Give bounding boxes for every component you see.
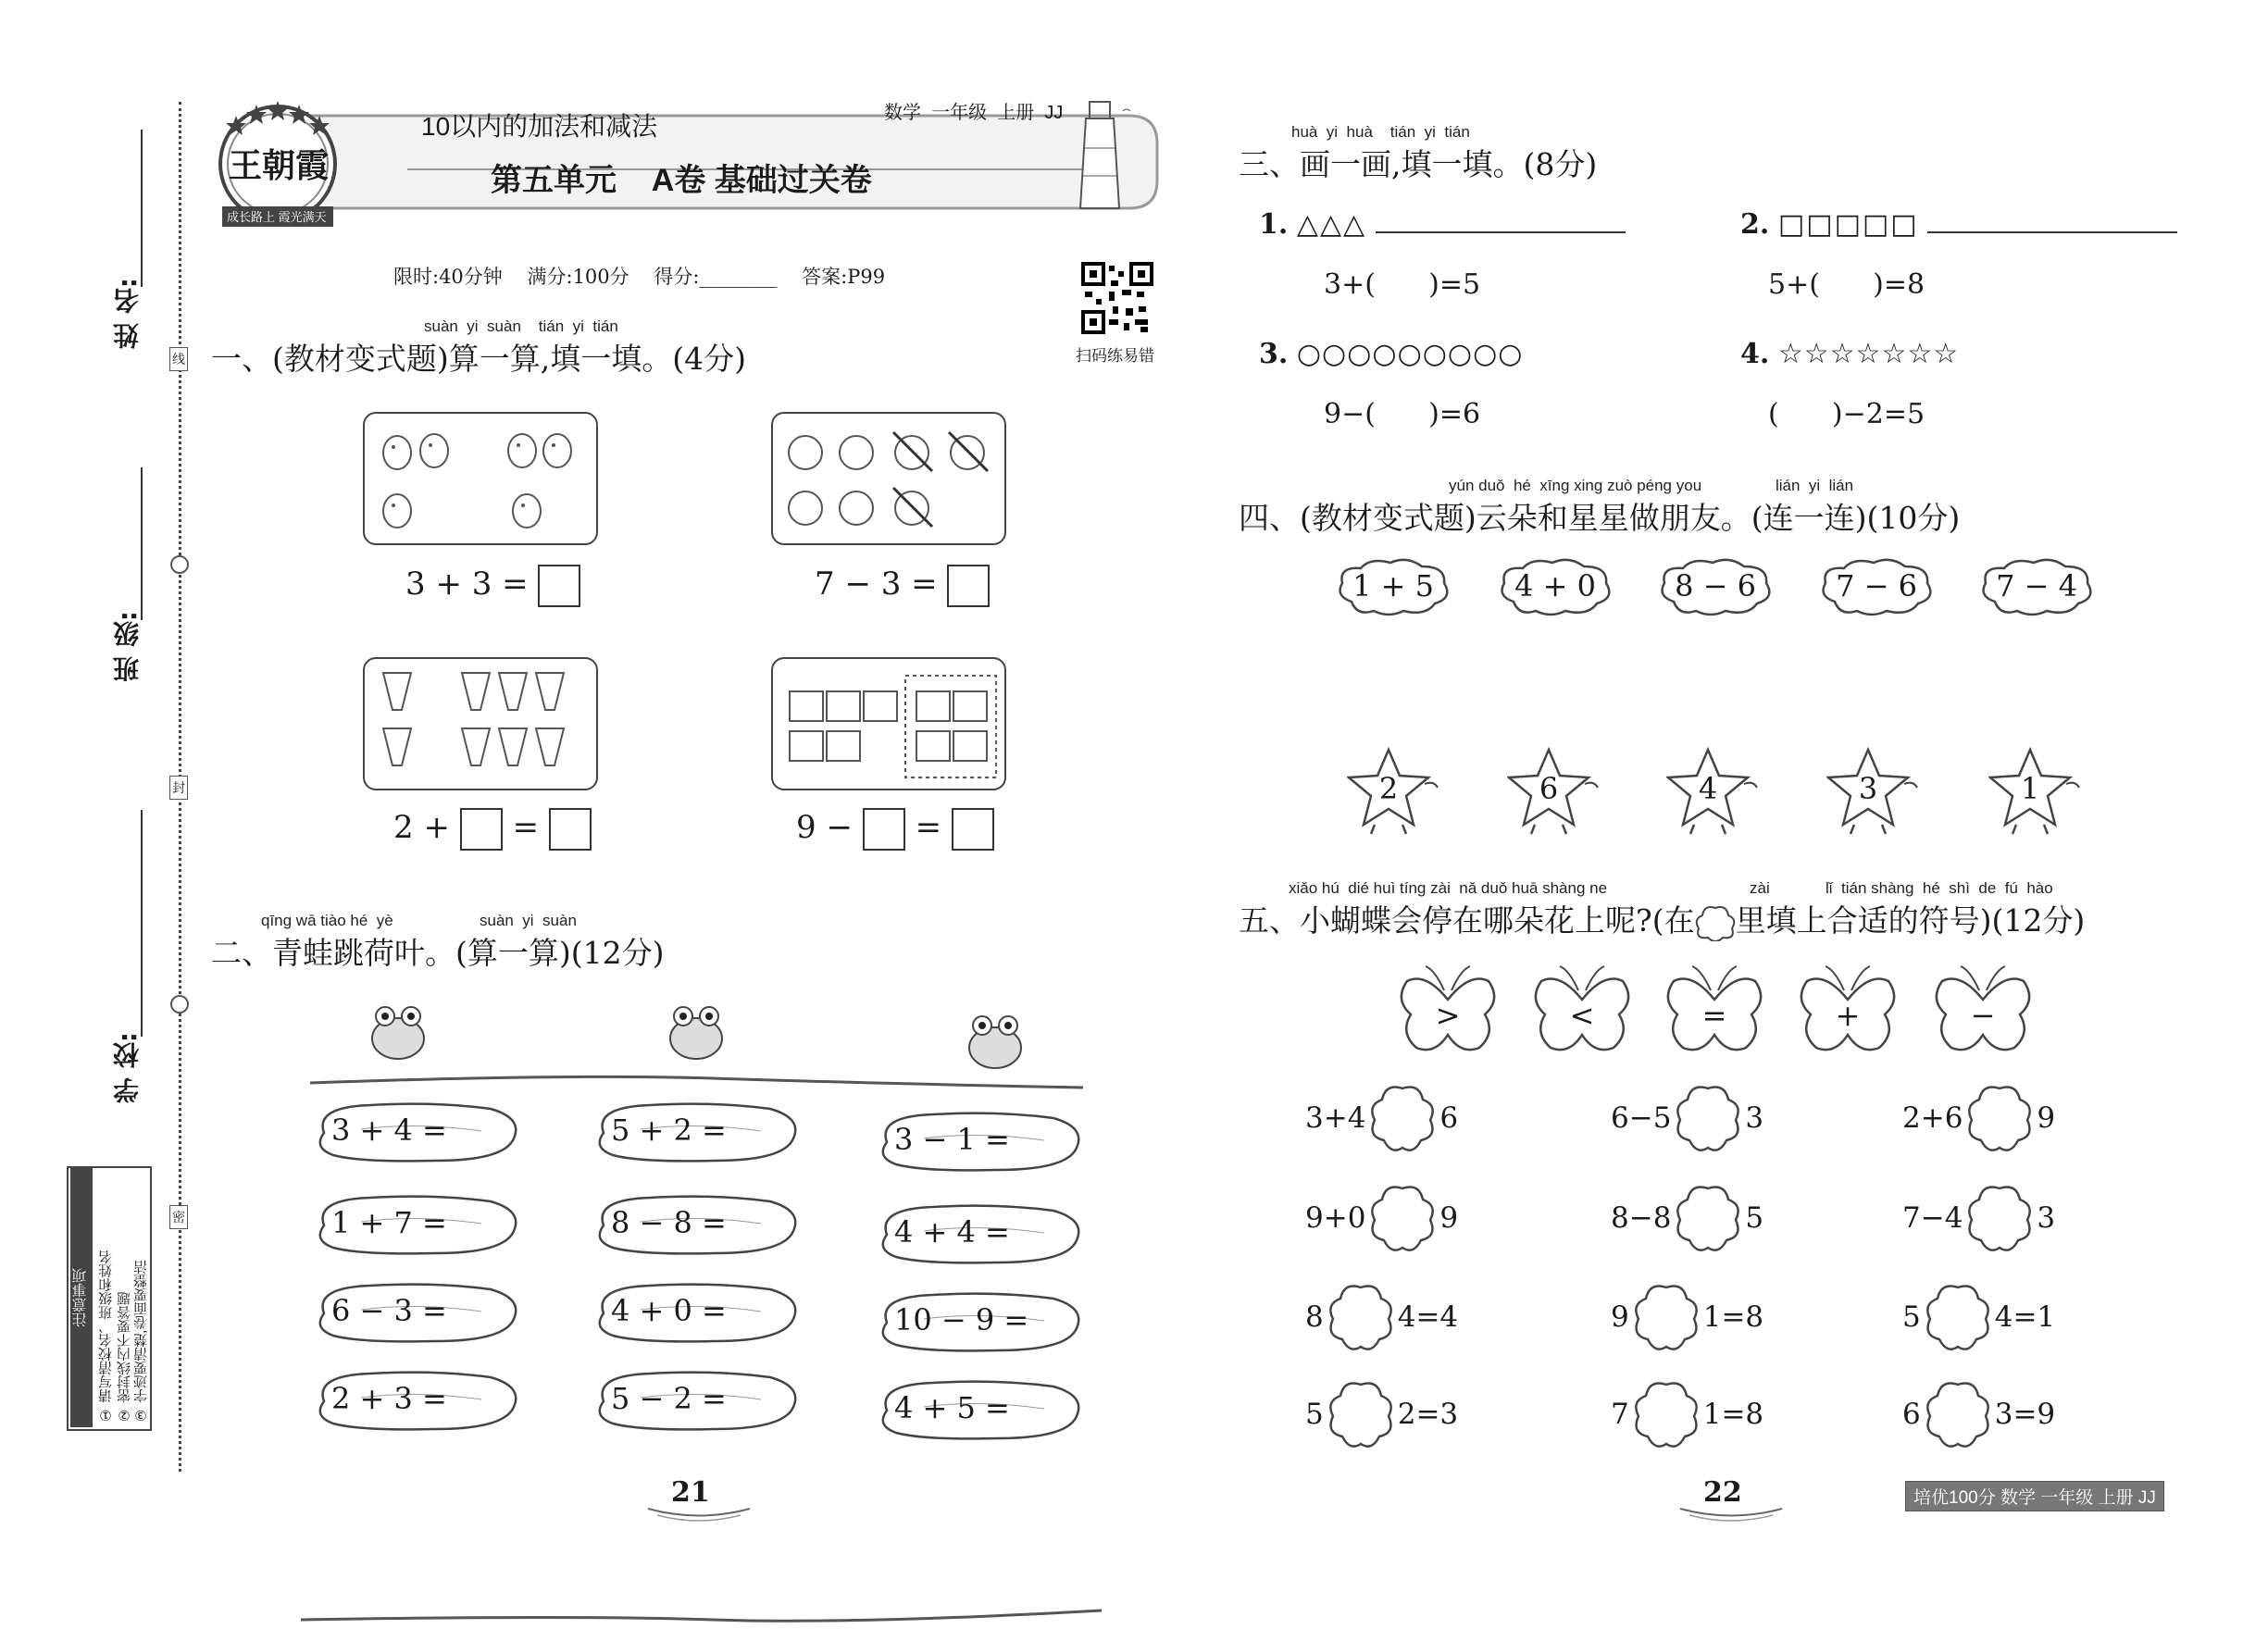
- draw-item-1: [1259, 208, 1626, 241]
- fill-eq-2: 5+( )=8: [1768, 268, 1925, 301]
- section5-pinyin-2: zài: [1750, 879, 1770, 897]
- star[interactable]: [1507, 745, 1600, 838]
- lily-pad-equation: 10 − 9 =: [894, 1302, 1029, 1337]
- symbol-flower-slot[interactable]: [1923, 1282, 1993, 1352]
- comparison-item: [1305, 1083, 1458, 1153]
- page-number-right: 22: [1703, 1476, 1742, 1509]
- seal-mark-1: 线: [169, 347, 188, 371]
- flower-icon: [1631, 1379, 1701, 1449]
- section4-title: 四、(教材变式题)云朵和星星做朋友。(连一连)(10分): [1239, 500, 1961, 536]
- flower-icon: [1326, 1282, 1396, 1352]
- equation-4: [796, 808, 994, 851]
- butterfly-symbol: >: [1435, 998, 1461, 1033]
- section3-pinyin: huà yi huà tián yi tián: [1291, 123, 1470, 141]
- equals-sign: =: [512, 809, 540, 846]
- comparison-left: 5: [1305, 1398, 1324, 1431]
- shape-row: △△△: [1296, 208, 1367, 241]
- binding-strip: [0, 0, 185, 1573]
- comparison-left: 8−8: [1611, 1201, 1672, 1235]
- cloud[interactable]: [1976, 555, 2097, 620]
- section2-title: 二、青蛙跳荷叶。(算一算)(12分): [211, 935, 665, 971]
- note-3: ③ 字迹要清楚,卷面要整洁: [133, 1260, 149, 1424]
- star-label: 4: [1698, 771, 1718, 806]
- cloud-label: 8 − 6: [1675, 568, 1756, 603]
- lily-pad-equation: 5 + 2 =: [611, 1113, 727, 1148]
- comparison-item: [1305, 1183, 1458, 1253]
- item-number: 2.: [1740, 208, 1770, 241]
- lily-pad-equation: 5 − 2 =: [611, 1381, 727, 1416]
- comparison-right: 3=9: [1994, 1398, 2056, 1431]
- butterfly-symbol: +: [1835, 998, 1861, 1033]
- section2-pinyin-2: suàn yi suàn: [480, 912, 577, 929]
- comparison-item: [1611, 1379, 1763, 1449]
- footer-tag: 培优100分 数学 一年级 上册 JJ: [1905, 1481, 2164, 1511]
- fill-eq-3: 9−( )=6: [1324, 398, 1481, 430]
- left-page: [185, 0, 1166, 1573]
- comparison-right: 9: [1439, 1201, 1459, 1235]
- section1-title: 一、(教材变式题)算一算,填一填。(4分): [211, 341, 746, 377]
- comparison-left: 5: [1902, 1300, 1921, 1334]
- comparison-item: [1902, 1083, 2055, 1153]
- lighthouse-icon: [1069, 93, 1134, 213]
- flower-icon: [1923, 1282, 1993, 1352]
- draw-item-3: [1259, 338, 1523, 370]
- chick-group-icon: [365, 414, 596, 543]
- lily-pad-equation: 3 − 1 =: [894, 1122, 1010, 1157]
- equation-1: [405, 565, 580, 607]
- star[interactable]: [1666, 745, 1759, 838]
- symbol-flower-slot[interactable]: [1326, 1282, 1396, 1352]
- item-number: 1.: [1259, 208, 1289, 241]
- symbol-flower-slot[interactable]: [1631, 1282, 1701, 1352]
- comparison-item: [1902, 1282, 2055, 1352]
- star-label: 1: [2020, 771, 2040, 806]
- lily-pad: [585, 1194, 803, 1257]
- cloud-label: 7 − 6: [1836, 568, 1917, 603]
- lily-pad: [305, 1101, 523, 1164]
- item-number: 3.: [1259, 338, 1289, 370]
- lily-pad: [585, 1370, 803, 1433]
- comparison-right: 4=4: [1397, 1300, 1459, 1334]
- flower-icon: [1923, 1379, 1993, 1449]
- picture-cubes: [771, 657, 1006, 790]
- section5-pinyin-1: xiǎo hú dié huì tíng zài nǎ duǒ huā shàng ne: [1289, 879, 1608, 897]
- section5-title: [1239, 897, 2085, 941]
- shape-row: ○○○○○○○○○: [1296, 338, 1524, 370]
- flower-icon: [1367, 1183, 1438, 1253]
- draw-line[interactable]: [1376, 231, 1626, 233]
- comparison-item: [1902, 1379, 2055, 1449]
- butterfly-symbol: <: [1569, 998, 1595, 1033]
- flower-icon: [1631, 1282, 1701, 1352]
- peach-group-icon: [773, 414, 1004, 543]
- symbol-flower-slot[interactable]: [1964, 1183, 2035, 1253]
- answer-box[interactable]: [952, 808, 994, 851]
- star-label: 3: [1858, 771, 1878, 806]
- comparison-item: [1611, 1282, 1763, 1352]
- flower-icon: [1673, 1183, 1743, 1253]
- answer-box[interactable]: [863, 808, 905, 851]
- draw-item-4: [1740, 338, 1959, 370]
- star[interactable]: [1347, 745, 1439, 838]
- equation-text: 2 +: [393, 809, 450, 846]
- qr-code: [1081, 262, 1153, 334]
- lily-pad: [305, 1282, 523, 1345]
- symbol-flower-slot[interactable]: [1326, 1379, 1396, 1449]
- flower-icon: [1964, 1183, 2035, 1253]
- lily-pad: [868, 1291, 1086, 1354]
- lily-pad-equation: 4 + 4 =: [894, 1214, 1010, 1250]
- brand-name: 王朝霞: [229, 146, 330, 185]
- section1-pinyin: suàn yi suàn tián yi tián: [424, 317, 618, 335]
- section5-pinyin-3: lǐ tián shàng hé shì de fú hào: [1826, 879, 2053, 897]
- fill-eq-4: ( )−2=5: [1768, 398, 1925, 430]
- school-line: [141, 810, 143, 1037]
- symbol-flower-slot[interactable]: [1367, 1083, 1438, 1153]
- star[interactable]: [1826, 745, 1919, 838]
- comparison-item: [1902, 1183, 2055, 1253]
- butterfly[interactable]: [1933, 963, 2033, 1055]
- lily-pad-equation: 3 + 4 =: [331, 1113, 447, 1148]
- butterfly[interactable]: [1398, 963, 1498, 1055]
- lily-pad: [868, 1203, 1086, 1266]
- comparison-right: 9: [2037, 1101, 2056, 1135]
- shape-row: □□□□□: [1777, 208, 1919, 241]
- lily-pad-equation: 1 + 7 =: [331, 1205, 447, 1240]
- symbol-flower-slot[interactable]: [1923, 1379, 1993, 1449]
- shuttlecock-group-icon: [365, 659, 596, 789]
- comparison-item: [1611, 1083, 1763, 1153]
- lily-pad-equation: 2 + 3 =: [331, 1381, 447, 1416]
- cloud[interactable]: [1655, 555, 1776, 620]
- butterfly[interactable]: [1798, 963, 1898, 1055]
- comparison-left: 7−4: [1902, 1201, 1963, 1235]
- comparison-right: 1=8: [1702, 1398, 1764, 1431]
- comparison-item: [1305, 1282, 1458, 1352]
- exam-meta: 限时:40分钟 满分:100分 得分:________ 答案:P99: [393, 266, 886, 288]
- comparison-left: 8: [1305, 1300, 1324, 1334]
- flower-icon: [1964, 1083, 2035, 1153]
- qr-caption: 扫码练易错: [1076, 347, 1154, 365]
- subject-tag: 数学 一年级 上册 JJ: [884, 103, 1064, 123]
- item-number: 4.: [1740, 338, 1770, 370]
- comparison-right: 1=8: [1702, 1300, 1764, 1334]
- lily-pad-equation: 8 − 8 =: [611, 1205, 727, 1240]
- comparison-left: 9+0: [1305, 1201, 1366, 1235]
- draw-item-2: [1740, 208, 2177, 241]
- flower-icon: [1326, 1379, 1396, 1449]
- comparison-right: 3: [2037, 1201, 2056, 1235]
- equation-2: [815, 565, 990, 607]
- equation-text: 3 + 3 =: [405, 566, 529, 603]
- section5-title-end: 里填上合适的符号)(12分): [1735, 902, 2086, 939]
- picture-chicks: [363, 412, 598, 545]
- lily-pad-equation: 6 − 3 =: [331, 1293, 447, 1328]
- answer-box[interactable]: [460, 808, 503, 851]
- page-ornament-icon: [643, 1504, 754, 1523]
- seal-mark-3: 密: [169, 1205, 188, 1229]
- frog-icon: [361, 1000, 435, 1064]
- equals-sign: =: [915, 809, 942, 846]
- butterfly[interactable]: [1532, 963, 1632, 1055]
- name-label: 姓 名:: [112, 278, 143, 349]
- cloud[interactable]: [1816, 555, 1937, 620]
- equation-text: 7 − 3 =: [815, 566, 938, 603]
- comparison-right: 4=1: [1994, 1300, 2056, 1334]
- draw-line[interactable]: [1927, 231, 2177, 233]
- flower-icon: [1695, 904, 1736, 941]
- cloud-label: 1 + 5: [1352, 568, 1434, 603]
- star-label: 6: [1539, 771, 1559, 806]
- comparison-left: 2+6: [1902, 1101, 1963, 1135]
- shape-row: ☆☆☆☆☆☆☆: [1777, 338, 1960, 370]
- unit-subtitle: 10以内的加法和减法: [421, 112, 658, 141]
- brand-slogan: 成长路上 霞光满天: [227, 210, 327, 224]
- comparison-left: 6−5: [1611, 1101, 1672, 1135]
- butterfly[interactable]: [1664, 963, 1764, 1055]
- cloud[interactable]: [1333, 555, 1453, 620]
- brand-logo: [208, 97, 347, 236]
- symbol-flower-slot[interactable]: [1673, 1083, 1743, 1153]
- symbol-flower-slot[interactable]: [1964, 1083, 2035, 1153]
- butterfly-symbol: =: [1701, 998, 1727, 1033]
- section2-pinyin-1: qīng wā tiào hé yè: [261, 912, 393, 929]
- header-banner: [204, 88, 1166, 236]
- cloud[interactable]: [1495, 555, 1615, 620]
- fill-eq-1: 3+( )=5: [1324, 268, 1481, 301]
- qr-code-icon: [1081, 262, 1153, 334]
- cube-group-icon: [773, 659, 1004, 789]
- comparison-item: [1305, 1379, 1458, 1449]
- answer-box[interactable]: [947, 565, 990, 607]
- page-title: 第五单元 A卷 基础过关卷: [491, 163, 872, 198]
- symbol-flower-slot[interactable]: [1367, 1183, 1438, 1253]
- star-label: 2: [1378, 771, 1399, 806]
- equation-3: [393, 808, 592, 851]
- flower-icon: [1673, 1083, 1743, 1153]
- page-number-left: 21: [671, 1476, 710, 1509]
- comparison-right: 5: [1745, 1201, 1764, 1235]
- lily-pad: [585, 1282, 803, 1345]
- lily-pad-equation: 4 + 0 =: [611, 1293, 727, 1328]
- lily-pad: [585, 1101, 803, 1164]
- section3-title: 三、画一画,填一填。(8分): [1239, 146, 1598, 182]
- cloud-label: 7 − 4: [1996, 568, 2077, 603]
- seal-mark-2: 封: [169, 776, 188, 800]
- lily-pad: [305, 1194, 523, 1257]
- star[interactable]: [1988, 745, 2081, 838]
- picture-peaches: [771, 412, 1006, 545]
- section4-pinyin-2: lián yi lián: [1776, 477, 1854, 494]
- page-ornament-icon: [1676, 1504, 1787, 1523]
- frog-icon: [958, 1009, 1032, 1074]
- note-2: ② 密封线内不要答题: [117, 1291, 132, 1424]
- butterfly-symbol: −: [1970, 998, 1996, 1033]
- frog-icon: [659, 1000, 733, 1064]
- lily-pad: [868, 1111, 1086, 1174]
- lily-pad: [305, 1370, 523, 1433]
- equation-text: 9 −: [796, 809, 853, 846]
- notes-box: [67, 1166, 152, 1431]
- answer-box[interactable]: [538, 565, 580, 607]
- comparison-right: 2=3: [1397, 1398, 1459, 1431]
- cloud-label: 4 + 0: [1514, 568, 1596, 603]
- comparison-item: [1611, 1183, 1763, 1253]
- comparison-left: 3+4: [1305, 1101, 1366, 1135]
- symbol-flower-slot[interactable]: [1673, 1183, 1743, 1253]
- school-label: 学 校:: [112, 1032, 143, 1103]
- section5-title-start: 五、小蝴蝶会停在哪朵花上呢?(在: [1239, 902, 1695, 939]
- comparison-left: 6: [1902, 1398, 1921, 1431]
- class-label: 班 级:: [112, 611, 143, 682]
- picture-shuttlecocks: [363, 657, 598, 790]
- right-page: [1203, 0, 2268, 1573]
- name-line: [141, 130, 143, 287]
- lily-pad-equation: 4 + 5 =: [894, 1390, 1010, 1425]
- comparison-left: 7: [1611, 1398, 1629, 1431]
- comparison-left: 9: [1611, 1300, 1629, 1334]
- lily-pad: [868, 1379, 1086, 1442]
- comparison-right: 6: [1439, 1101, 1459, 1135]
- symbol-flower-slot[interactable]: [1631, 1379, 1701, 1449]
- flower-icon: [1367, 1083, 1438, 1153]
- answer-box[interactable]: [549, 808, 592, 851]
- class-line: [141, 467, 143, 620]
- notes-heading: 注意事项: [70, 1168, 93, 1427]
- comparison-right: 3: [1745, 1101, 1764, 1135]
- note-1: ① 请写清校名、班级和姓名: [98, 1250, 114, 1424]
- section4-pinyin-1: yún duǒ hé xīng xing zuò péng you: [1449, 477, 1702, 494]
